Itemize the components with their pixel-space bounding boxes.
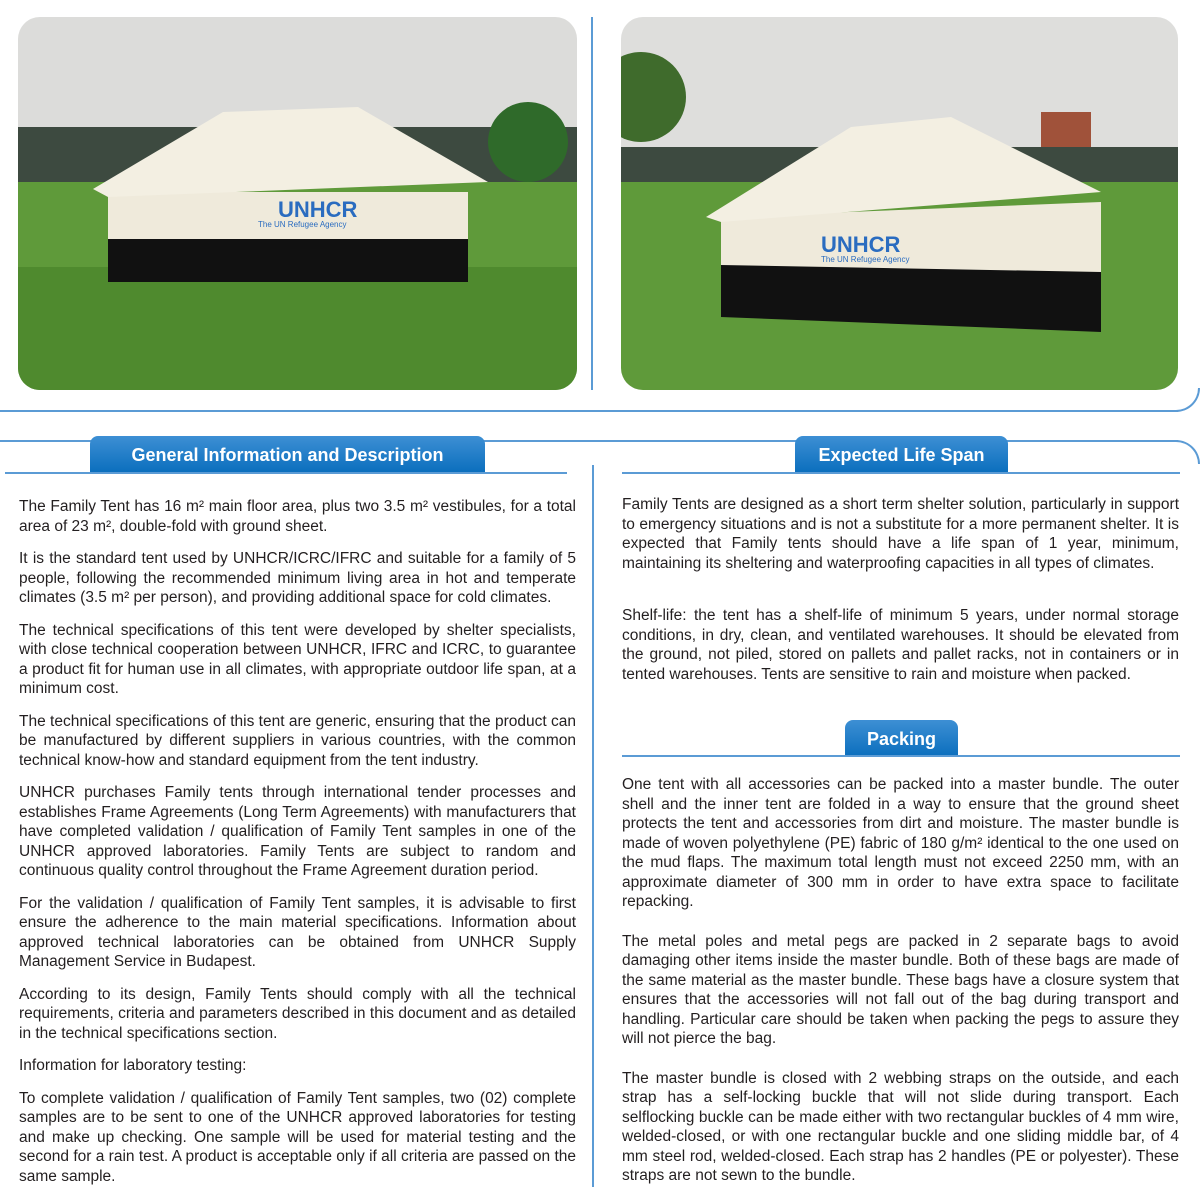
paragraph: The master bundle is closed with 2 webbing straps on the outside, and each strap has a self-locking buckle that will not slide during transport. Each selflocking buckle can be made either with two rectangular buckles of 4 mm wire, welded-closed, or with one rectangular buckle and one sliding middle bar, of 4 mm steel rod, welded-closed. Each strap has 2 handles (PE or polyester). These straps are not sewn to the bundle. (622, 1069, 1179, 1184)
paragraph: The metal poles and metal pegs are packed in 2 separate bags to avoid damaging other items inside the master bundle. Both of these bags are made of the same material as the master bundle. These bags have a closure system that ensures that the accessories will not fall out of the bag during transport and handling. Particular care should be taken when packing the pegs to assure they will not pierce the bag. (622, 932, 1179, 1047)
unhcr-logo: UNHCR (821, 232, 901, 257)
tent-photo-front (18, 17, 577, 390)
divider (1176, 440, 1200, 464)
divider (1176, 388, 1200, 412)
paragraph: Shelf-life: the tent has a shelf-life of minimum 5 years, under normal storage conditions, in dry, clean, and ventilated warehouses. It should be elevated from the ground, not piled, stored on pallets and pallet racks, not in containers or in tented warehouses. Tents are sensitive to rain and moisture when packed. (622, 607, 1179, 683)
tent-photo-side (621, 17, 1178, 390)
paragraph: One tent with all accessories can be packed into a master bundle. The outer shell and the inner tent are folded in a way to ensure that the ground sheet protects the tent and accessories from dirt and moisture. The master bundle is made of woven polyethylene (PE) fabric of 180 g/m² identical to the one used on the mud flaps. The maximum total length must not exceed 2250 mm, with an approximate diameter of 300 mm in order to have extra space to facilitate repacking. (622, 776, 1179, 910)
paragraph: The Family Tent has 16 m² main floor area, plus two 3.5 m² vestibules, for a total area of 23 m², double-fold with ground sheet. (19, 498, 576, 535)
svg-text:The UN Refugee Agency: The UN Refugee Agency (258, 220, 347, 229)
paragraph: For the validation / qualification of Family Tent samples, it is advisable to first ensure the adherence to the main material specifications. Information about approved technical laboratories can be obtained from UNHCR Supply Management Service in Budapest. (19, 894, 576, 970)
divider (0, 410, 1178, 412)
paragraph: Family Tents are designed as a short term shelter solution, particularly in support to emergency situations and is not a substitute for a more permanent shelter. It is expected that Family tents should have a life span of 1 year, minimum, maintaining its sheltering and waterproofing capacities in all types of climates. (622, 496, 1179, 572)
paragraph: The technical specifications of this tent were developed by shelter specialists, with close technical cooperation between UNHCR, IFRC and ICRC, to guarantee a product fit for human use in all climates, with appropriate outdoor life span, at a minimum cost. (19, 621, 576, 697)
packing-text (622, 775, 1179, 1199)
life-span-text (622, 495, 1179, 697)
divider (622, 472, 1180, 474)
unhcr-logo: UNHCR (278, 197, 358, 222)
section-tab-life-span: Expected Life Span (795, 436, 1008, 473)
section-tab-general-info: General Information and Description (90, 436, 485, 473)
general-info-text (19, 497, 576, 1199)
divider (622, 755, 1180, 757)
paragraph: To complete validation / qualification of Family Tent samples, two (02) complete samples are to be sent to one of the UNHCR approved laboratories for testing and make up checking. One sample will be used for material testing and the second for a rain test. A product is acceptable only if all criteria are passed on the same sample. (19, 1089, 576, 1185)
paragraph: Information for laboratory testing: (19, 1057, 247, 1074)
divider (5, 472, 567, 474)
divider (592, 465, 594, 1187)
divider (591, 17, 593, 390)
paragraph: UNHCR purchases Family tents through international tender processes and establishes Frame Agreements (Long Term Agreements) with manufacturers that have completed validation / qualification of Family Tent samples in one of the UNHCR approved laboratories. Family Tents are subject to random and continuous quality control throughout the Frame Agreement duration period. (19, 784, 576, 879)
svg-text:The UN Refugee Agency: The UN Refugee Agency (821, 255, 910, 264)
paragraph: It is the standard tent used by UNHCR/ICRC/IFRC and suitable for a family of 5 people, following the recommended minimum living area in hot and temperate climates (3.5 m² per person), and providing additional space for cold climates. (19, 550, 576, 606)
paragraph: According to its design, Family Tents should comply with all the technical requirements, criteria and parameters described in this document and as detailed in the technical specifications section. (19, 985, 576, 1042)
paragraph: The technical specifications of this tent are generic, ensuring that the product can be manufactured by different suppliers in various countries, with the common technical know-how and standard equipment from the tent industry. (19, 712, 576, 769)
section-tab-packing: Packing (845, 720, 958, 757)
